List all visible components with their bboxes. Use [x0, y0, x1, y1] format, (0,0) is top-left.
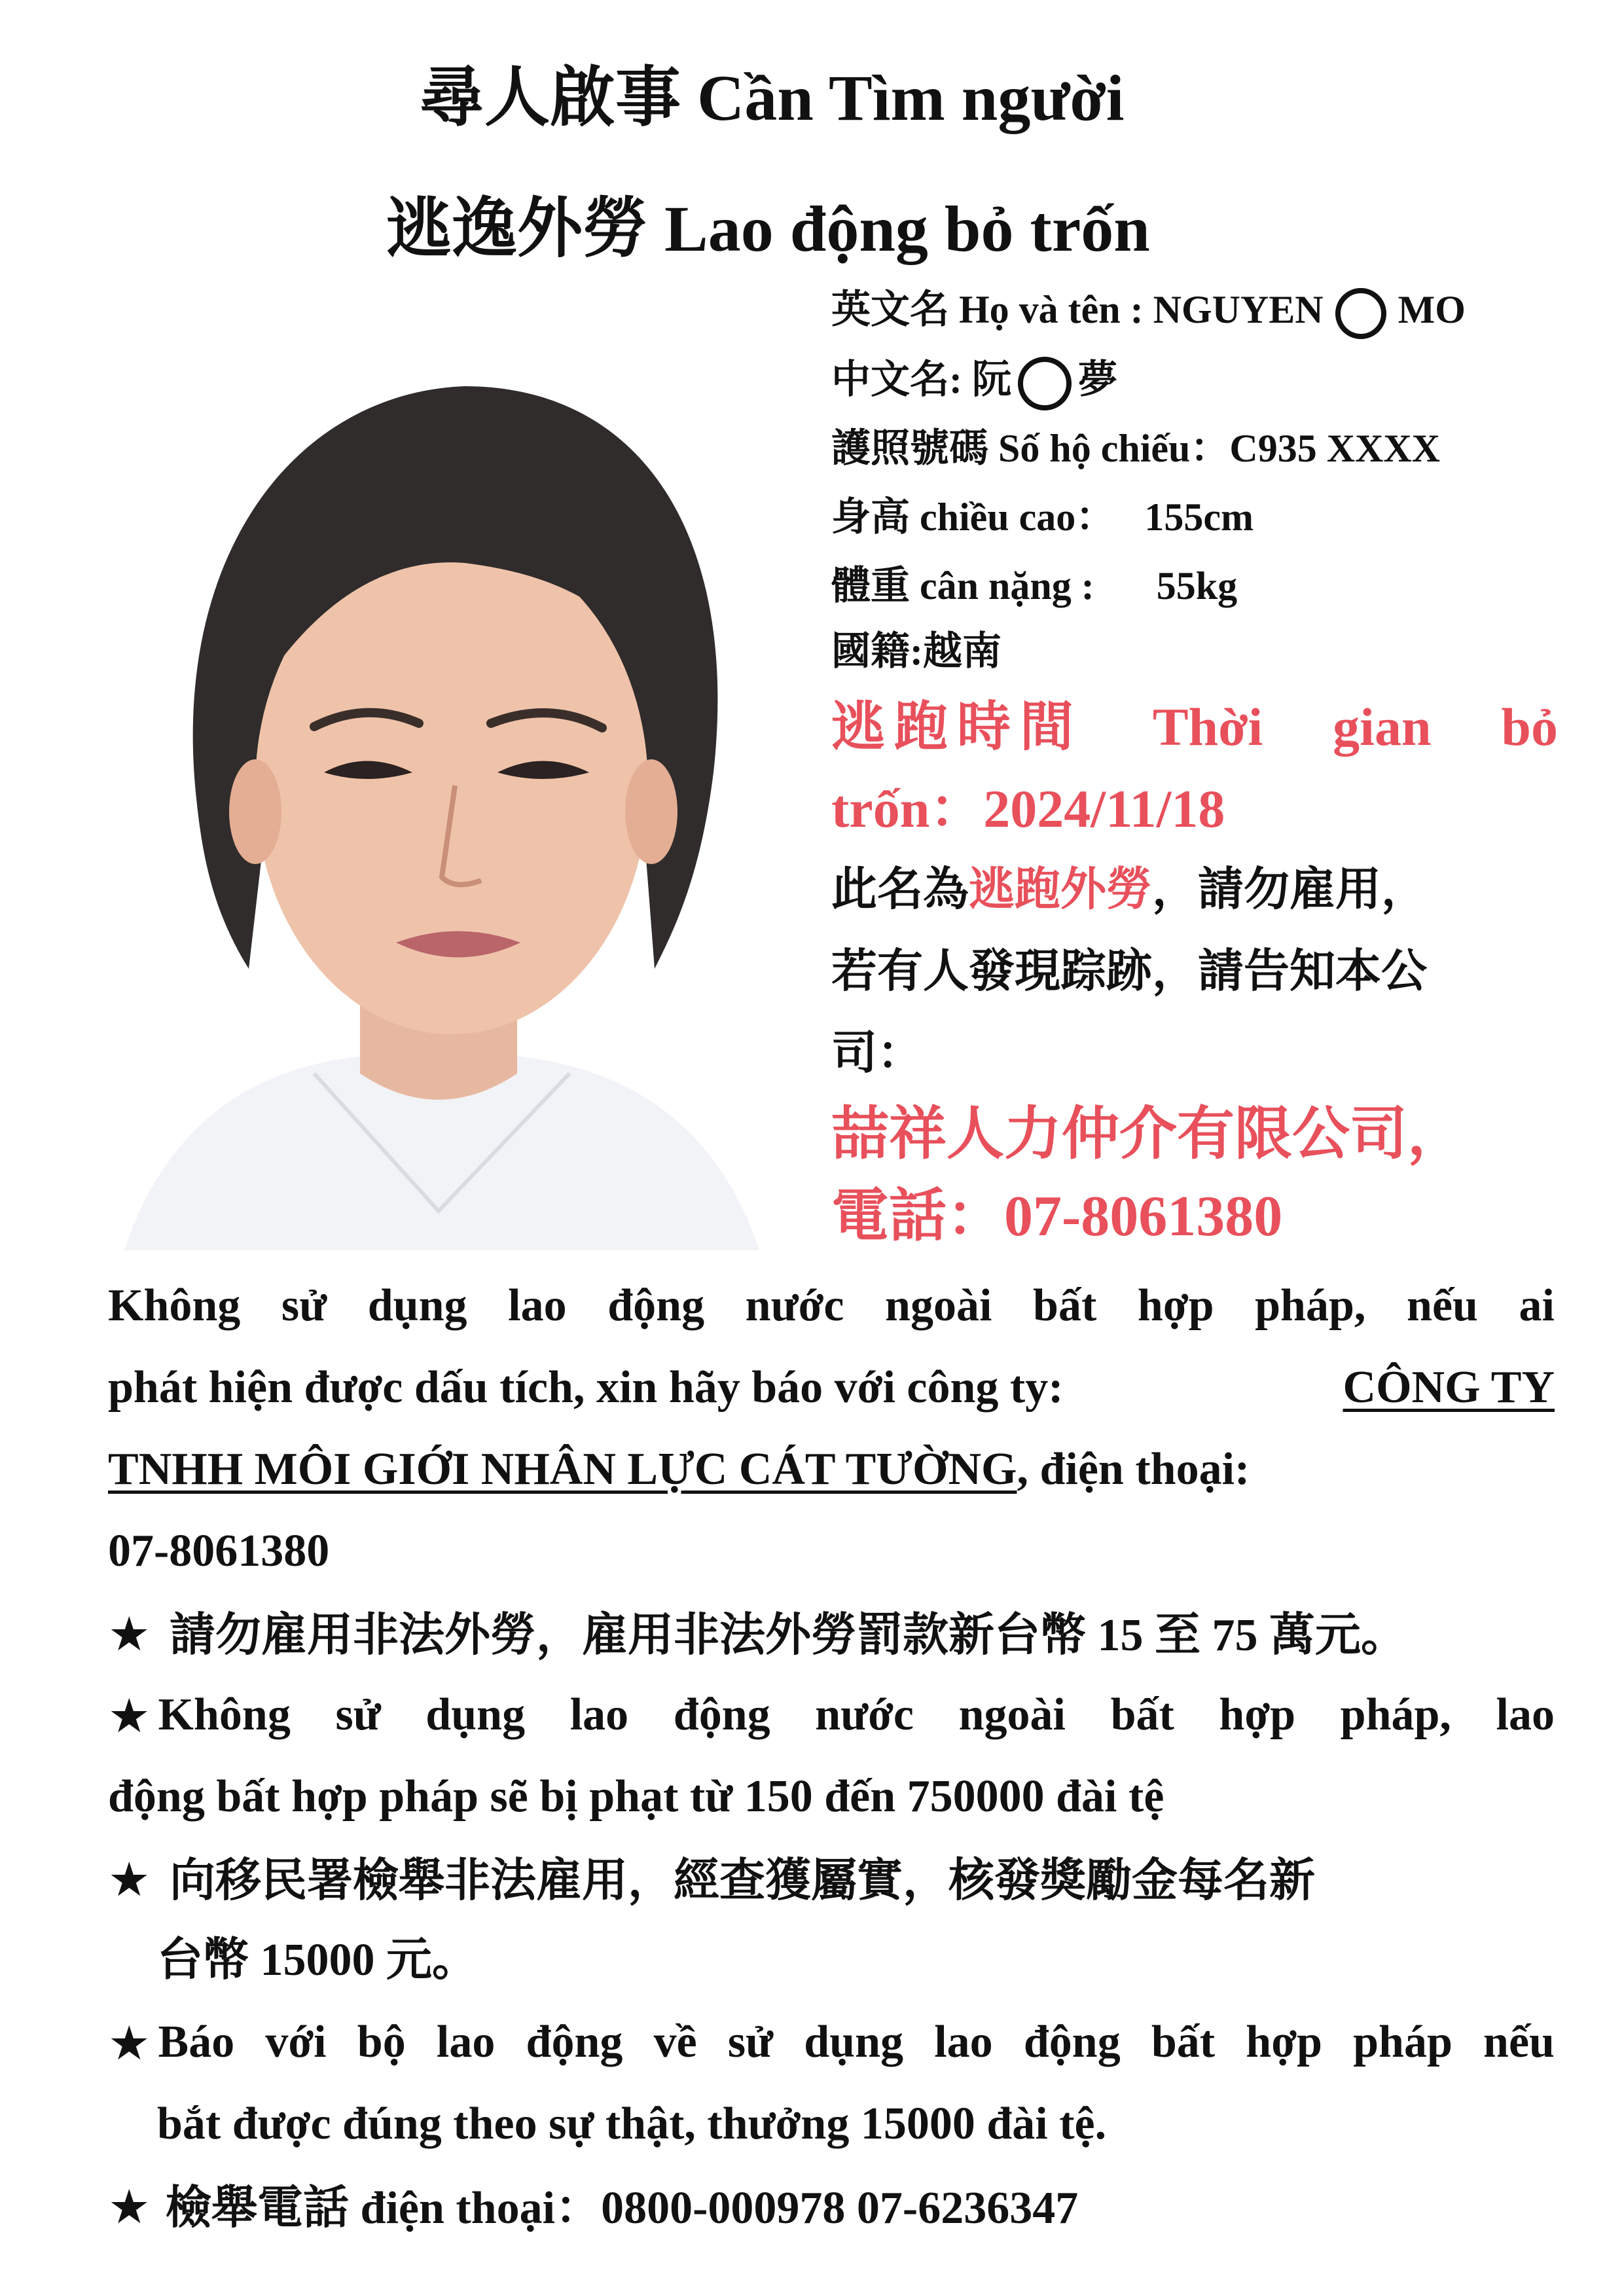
- english-name-row: [831, 288, 1466, 339]
- chinese-name-label: 中文名:: [831, 357, 962, 401]
- notice-vi-text: , điện thoại:: [1017, 1444, 1250, 1494]
- bullet-4-line-2: bắt được đúng theo sự thật, thưởng 15000 đài tệ.: [157, 2099, 1107, 2149]
- escape-word-3: bỏ: [1501, 697, 1558, 757]
- bullet-2-line-1: Không sử dụng lao động nước ngoài bất hợp pháp, lao: [158, 1690, 1555, 1740]
- height-row: [831, 497, 1254, 537]
- notice-vi-line-3: [108, 1444, 1555, 1494]
- bullet-3: [108, 1852, 1316, 1907]
- notice-zh-line-3: 司：: [831, 1028, 923, 1079]
- bullet-3-line-1: 向移民署檢舉非法雇用，經查獲屬實，核發獎勵金每名新: [170, 1856, 1316, 1906]
- nationality-row: 國籍:越南: [831, 630, 1001, 673]
- notice-zh-line-2: 若有人發現踪跡，請告知本公: [831, 947, 1427, 997]
- notice-vi-line-1: Không sử dụng lao động nước ngoài bất hợp pháp, nếu ai: [108, 1280, 1555, 1331]
- escape-time-line-2: trốn：2024/11/18: [831, 779, 1225, 839]
- chinese-name-suffix: 夢: [1077, 357, 1117, 401]
- chinese-name-prefix: 阮: [971, 357, 1011, 401]
- escape-word-2: gian: [1333, 697, 1432, 757]
- bullet-3-line-2: 台幣 15000 元。: [157, 1935, 478, 1985]
- star-icon: ★: [108, 1606, 151, 1661]
- bullet-1-text: 請勿雇用非法外勞，雇用非法外勞罰款新台幣 15 至 75 萬元。: [170, 1610, 1407, 1661]
- height-label: 身高 chiều cao：: [831, 496, 1115, 539]
- escape-time-label-zh: 逃跑時間: [831, 697, 1083, 757]
- height-value: 155cm: [1144, 496, 1254, 539]
- star-icon: ★: [108, 1852, 151, 1907]
- english-name-label: 英文名 Họ và tên : NGUYEN: [831, 287, 1324, 331]
- chinese-name-row: [831, 357, 1117, 410]
- weight-label: 體重 cân nặng :: [831, 564, 1094, 607]
- star-icon: ★: [108, 2179, 151, 2234]
- redacted-circle-icon: [1335, 288, 1386, 339]
- report-phone-text: 檢舉電話 điện thoại：0800-000978 07-6236347: [166, 2183, 1079, 2233]
- person-photo: [98, 340, 785, 1250]
- company-vi-name-part-1: CÔNG TY: [1343, 1362, 1555, 1413]
- bullet-4: [108, 2015, 1555, 2070]
- escape-time-line-1: [831, 697, 1558, 757]
- company-phone: 電話：07-8061380: [831, 1185, 1283, 1248]
- title-line-2: 逃逸外勞 Lao động bỏ trốn: [386, 192, 1150, 265]
- notice-zh-text: ，請勿雇用，: [1152, 865, 1427, 915]
- notice-vi-text: phát hiện được dấu tích, xin hãy báo với công ty:: [108, 1362, 1064, 1413]
- company-name: 喆祥人力仲介有限公司，: [831, 1103, 1466, 1166]
- notice-zh-line-1: [831, 867, 1427, 913]
- bullet-2-line-2: động bất hợp pháp sẽ bị phạt từ 150 đến 750000 đài tệ: [108, 1771, 1164, 1822]
- notice-vi-line-2: [108, 1362, 1555, 1413]
- notice-zh-text: 此名為: [831, 865, 969, 915]
- redacted-circle-icon: [1018, 357, 1072, 410]
- passport-row: 護照號碼 Số hộ chiếu：C935 XXXX: [831, 427, 1441, 470]
- escape-word-1: Thời: [1152, 697, 1263, 757]
- company-vi-name-part-2: TNHH MÔI GIỚI NHÂN LỰC CÁT TƯỜNG: [108, 1444, 1017, 1494]
- bullet-2: [108, 1688, 1555, 1743]
- bullet-5: [108, 2179, 1079, 2234]
- notice-vi-line-4: 07-8061380: [108, 1526, 330, 1576]
- bullet-4-line-1: Báo với bộ lao động về sử dụng lao động bất hợp pháp nếu: [158, 2017, 1555, 2067]
- weight-row: [831, 566, 1237, 605]
- notice-zh-highlight: 逃跑外勞: [969, 865, 1152, 915]
- weight-value: 55kg: [1156, 564, 1238, 607]
- star-icon: ★: [108, 2015, 151, 2070]
- english-name-suffix: MO: [1398, 287, 1466, 331]
- star-icon: ★: [108, 1688, 151, 1743]
- bullet-1: [108, 1606, 1407, 1661]
- title-line-1: 尋人啟事 Cần Tìm người: [419, 62, 1125, 134]
